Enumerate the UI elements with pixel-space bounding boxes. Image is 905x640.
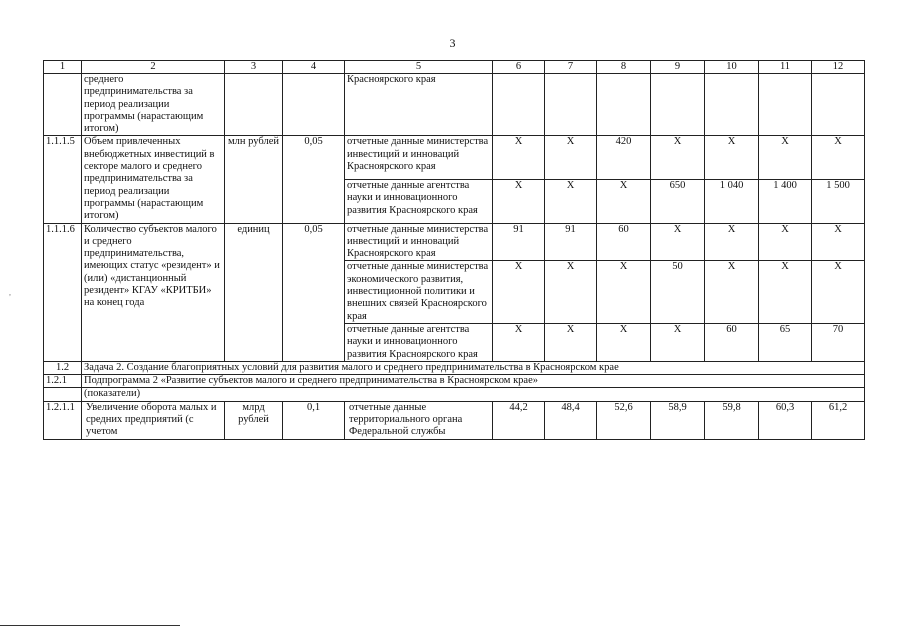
indicator-number: 1.1.1.6 [44, 223, 82, 361]
col-header: 10 [705, 61, 759, 74]
col-header: 5 [345, 61, 493, 74]
value-cell: X [651, 323, 705, 361]
section-row [44, 375, 865, 388]
col-header: 7 [545, 61, 597, 74]
data-source: отчетные данные министерства инвестиций и инноваций Красноярского края [345, 223, 493, 261]
value-cell: 91 [493, 223, 545, 261]
indicator-name: Увеличение оборота малых и средних предприятий (с учетом [86, 401, 217, 438]
value-cell: 1 500 [812, 180, 865, 224]
col-header: 1 [44, 61, 82, 74]
value-cell: X [493, 261, 545, 323]
data-source: отчетные данные министерства инвестиций и инноваций Красноярского края [345, 136, 493, 180]
col-header: 4 [283, 61, 345, 74]
section-number: 1.2.1 [44, 375, 82, 388]
table-row [44, 136, 865, 180]
table-row [44, 401, 865, 439]
value-cell: 650 [651, 180, 705, 224]
indicator-name: среднего предпринимательства за период реализации программы (нарастающим итогом) [82, 74, 225, 136]
indicator-number: 1.2.1.1 [44, 401, 82, 439]
value-cell: X [705, 261, 759, 323]
value-cell: 59,8 [705, 401, 759, 439]
data-source: Красноярского края [345, 74, 493, 136]
indicator-name: Объем привлеченных внебюджетных инвестиций в секторе малого и среднего предпринимательства за период реализации программы (нарастающим итогом) [82, 136, 225, 223]
indicator-name: Количество субъектов малого и среднего предпринимательства, имеющих статус «резидент» и (или) «дистанционный резидент» КГАУ «КРИТБИ» на конец года [82, 223, 225, 361]
value-cell: 61,2 [812, 401, 865, 439]
value-cell: X [705, 136, 759, 180]
unit: млн рублей [225, 136, 283, 223]
weight: 0,1 [283, 401, 345, 439]
value-cell: X [759, 223, 812, 261]
value-cell: 44,2 [493, 401, 545, 439]
column-numbers-row [44, 61, 865, 74]
value-cell: X [545, 323, 597, 361]
value-cell: 91 [545, 223, 597, 261]
section-title: Подпрограмма 2 «Развитие субъектов малого и среднего предпринимательства в Красноярском крае» [82, 375, 865, 388]
margin-mark: , [9, 288, 11, 297]
col-header: 11 [759, 61, 812, 74]
data-source: отчетные данные министерства экономического развития, инвестиционной политики и внешних связей Красноярского края [345, 261, 493, 323]
value-cell: X [812, 261, 865, 323]
value-cell: 50 [651, 261, 705, 323]
value-cell: X [812, 136, 865, 180]
value-cell: X [597, 323, 651, 361]
section-row [44, 388, 865, 401]
value-cell: X [759, 261, 812, 323]
page-number: 3 [449, 36, 456, 50]
indicators-table [43, 60, 865, 440]
value-cell: 70 [812, 323, 865, 361]
section-number: 1.2 [44, 361, 82, 374]
value-cell: X [545, 261, 597, 323]
value-cell: 1 400 [759, 180, 812, 224]
value-cell: X [545, 136, 597, 180]
value-cell: X [493, 136, 545, 180]
value-cell: 65 [759, 323, 812, 361]
value-cell: X [705, 223, 759, 261]
col-header: 12 [812, 61, 865, 74]
col-header: 8 [597, 61, 651, 74]
unit: млрд рублей [225, 401, 283, 439]
weight: 0,05 [283, 223, 345, 361]
data-source: отчетные данные агентства науки и инновационного развития Красноярского края [345, 180, 493, 224]
value-cell: X [597, 261, 651, 323]
value-cell: 1 040 [705, 180, 759, 224]
value-cell: X [759, 136, 812, 180]
value-cell: 52,6 [597, 401, 651, 439]
value-cell: X [493, 180, 545, 224]
col-header: 6 [493, 61, 545, 74]
value-cell: 48,4 [545, 401, 597, 439]
value-cell: 60 [705, 323, 759, 361]
section-note: (показатели) [82, 388, 865, 401]
table-row [44, 223, 865, 261]
section-title: Задача 2. Создание благоприятных условий для развития малого и среднего предпринимательства в Красноярском крае [82, 361, 865, 374]
col-header: 9 [651, 61, 705, 74]
value-cell: 420 [597, 136, 651, 180]
value-cell: X [493, 323, 545, 361]
unit: единиц [225, 223, 283, 361]
value-cell: X [812, 223, 865, 261]
value-cell: X [597, 180, 651, 224]
value-cell: 60 [597, 223, 651, 261]
value-cell: X [545, 180, 597, 224]
value-cell: 60,3 [759, 401, 812, 439]
data-source: отчетные данные территориального органа Федеральной службы [349, 401, 463, 438]
footer-rule [0, 625, 180, 626]
value-cell: X [651, 136, 705, 180]
weight: 0,05 [283, 136, 345, 223]
col-header: 2 [82, 61, 225, 74]
section-row [44, 361, 865, 374]
table-row [44, 74, 865, 136]
data-source: отчетные данные агентства науки и инновационного развития Красноярского края [345, 323, 493, 361]
value-cell: X [651, 223, 705, 261]
col-header: 3 [225, 61, 283, 74]
value-cell: 58,9 [651, 401, 705, 439]
indicator-number: 1.1.1.5 [44, 136, 82, 223]
